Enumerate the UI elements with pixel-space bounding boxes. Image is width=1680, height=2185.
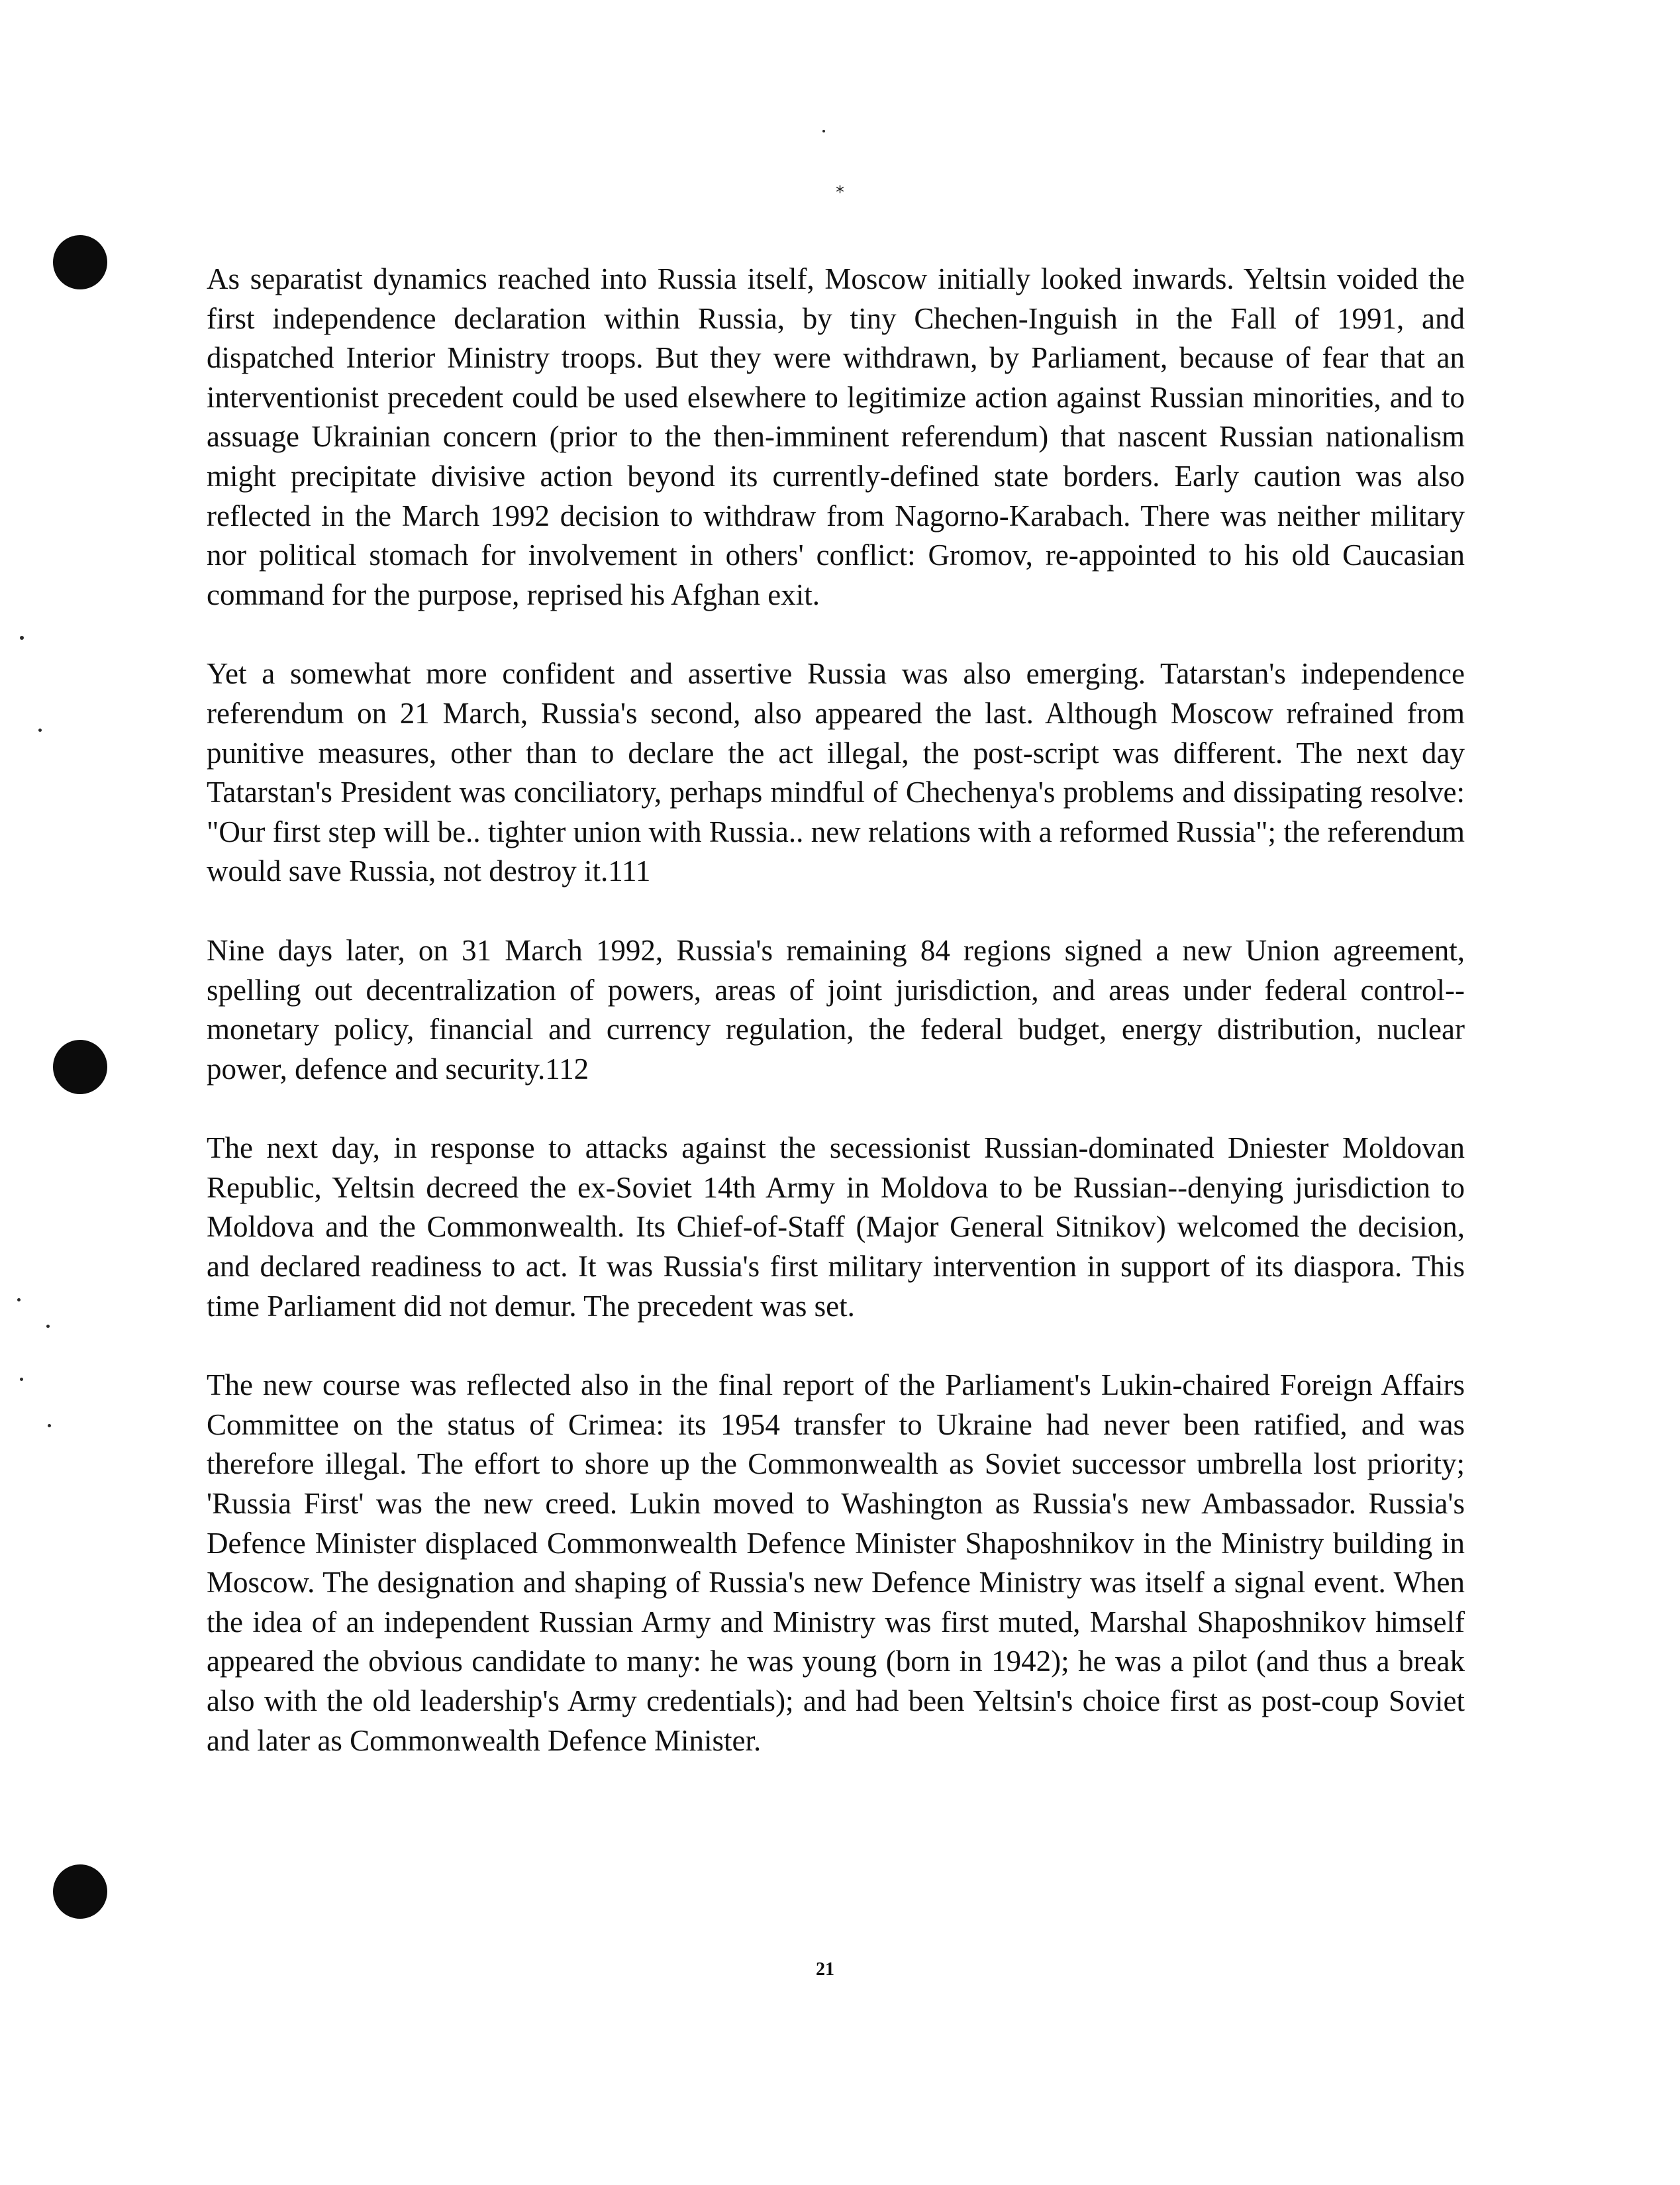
scan-speck [46, 1325, 50, 1328]
punch-hole [53, 235, 107, 289]
scan-speck [20, 636, 24, 640]
punch-hole [53, 1864, 107, 1919]
scan-speck [38, 729, 42, 732]
paragraph-1: As separatist dynamics reached into Russia itself, Moscow initially looked inwards. Yeltsin voided the first independence declaration within Russia, by tiny Chechen-Inguish in the Fall of 1991, and dispatched Interior Ministry troops. But they were withdrawn, by Parliament, because of fear that an interventionist precedent could be used elsewhere to legitimize action against Russian minorities, and to assuage Ukrainian concern (prior to the then-imminent referendum) that nascent Russian nationalism might precipitate divisive action beyond its currently-defined state borders. Early caution was also reflected in the March 1992 decision to withdraw from Nagorno-Karabach. There was neither military nor political stomach for involvement in others' conflict: Gromov, re-appointed to his old Caucasian command for the purpose, reprised his Afghan exit. [207, 262, 1465, 611]
paragraph-3: Nine days later, on 31 March 1992, Russia's remaining 84 regions signed a new Union agreement, spelling out decentralization of powers, areas of joint jurisdiction, and areas under federal control--monetary policy, financial and currency regulation, the federal budget, energy distribution, nuclear power, defence and security.112 [207, 933, 1465, 1086]
punch-hole [53, 1040, 107, 1094]
paragraph-4: The next day, in response to attacks against the secessionist Russian-dominated Dniester Moldovan Republic, Yeltsin decreed the ex-Soviet 14th Army in Moldova to be Russian--denying jurisdiction to Moldova and the Commonwealth. Its Chief-of-Staff (Major General Sitnikov) welcomed the decision, and declared readiness to act. It was Russia's first military intervention in support of its diaspora. This time Parliament did not demur. The precedent was set. [207, 1131, 1465, 1323]
scan-speck [20, 1378, 23, 1381]
scan-speck [17, 1298, 21, 1301]
body-text [207, 260, 1465, 1760]
paragraph-5: The new course was reflected also in the final report of the Parliament's Lukin-chaired Foreign Affairs Committee on the status of Crimea: its 1954 transfer to Ukraine had never been ratified, and was therefore illegal. The effort to shore up the Commonwealth as Soviet successor umbrella lost priority; 'Russia First' was the new creed. Lukin moved to Washington as Russia's new Ambassador. Russia's Defence Minister displaced Commonwealth Defence Minister Shaposhnikov in the Ministry building in Moscow. The designation and shaping of Russia's new Defence Ministry was itself a signal event. When the idea of an independent Russian Army and Ministry was first muted, Marshal Shaposhnikov himself appeared the obvious candidate to many: he was young (born in 1942); he was a pilot (and thus a break also with the old leadership's Army credentials); and had been Yeltsin's choice first as post-coup Soviet and later as Commonwealth Defence Minister. [207, 1368, 1465, 1757]
page-number: 21 [816, 1959, 834, 1980]
page-header-mark: * [836, 183, 844, 203]
paragraph-2: Yet a somewhat more confident and assertive Russia was also emerging. Tatarstan's independence referendum on 21 March, Russia's second, also appeared the last. Although Moscow refrained from punitive measures, other than to declare the act illegal, the post-script was different. The next day Tatarstan's President was conciliatory, perhaps mindful of Chechenya's problems and dissipating resolve: "Our first step will be.. tighter union with Russia.. new relations with a reformed Russia"; the referendum would save Russia, not destroy it.111 [207, 657, 1465, 888]
scan-speck [48, 1424, 51, 1427]
scan-speck [822, 130, 825, 132]
